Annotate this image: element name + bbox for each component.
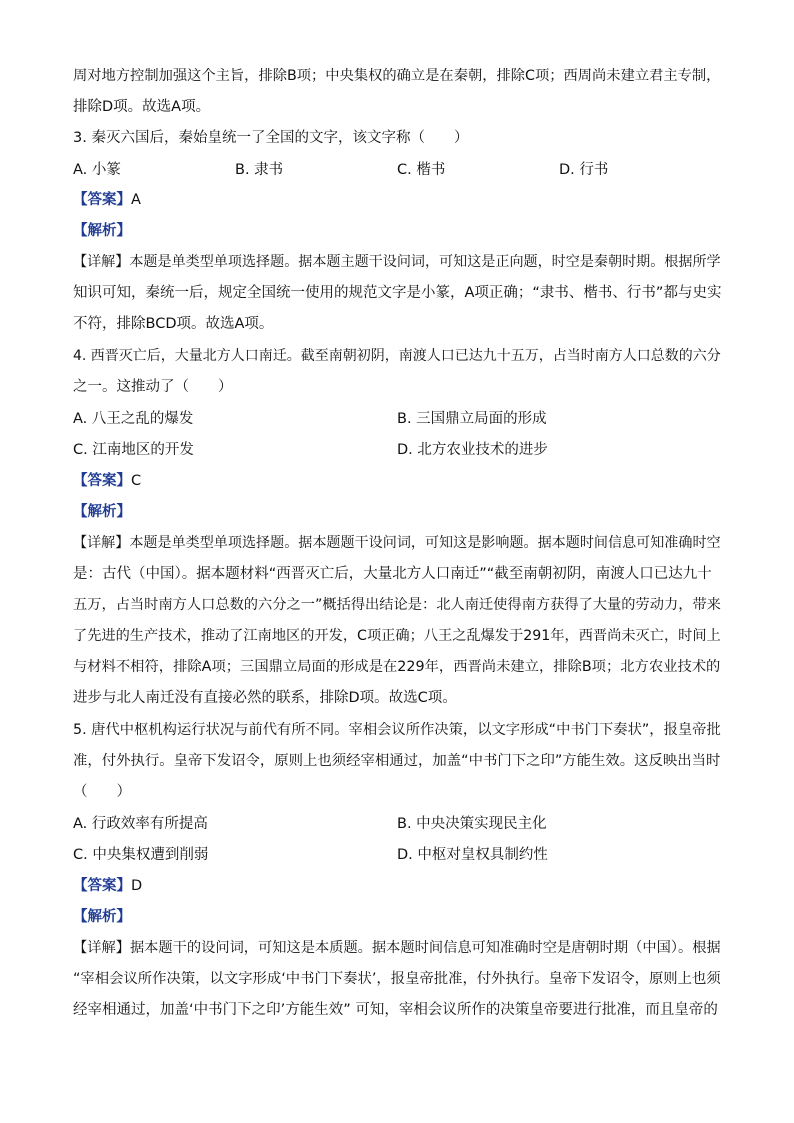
- explanation-4-line: 五万，占当时南方人口总数的六分之一”概括得出结论是：北人南迁使得南方获得了大量的劳动力，带来: [73, 597, 721, 613]
- answer-tag: 【答案】: [73, 878, 131, 894]
- question-5-stem: （ ）: [73, 784, 131, 800]
- answer-value: D: [131, 878, 143, 894]
- answer-tag: 【答案】: [73, 473, 131, 489]
- question-4-stem: 4. 西晋灭亡后，大量北方人口南迁。截至南朝初阴，南渡人口已达九十五万，占当时南方人口总数的六分: [73, 348, 721, 364]
- question-4-option-a: A. 八王之乱的爆发: [73, 411, 194, 427]
- question-3-option-a: A. 小篆: [73, 162, 121, 178]
- analysis-4-heading: [73, 502, 131, 522]
- explanation-tag: 【详解】: [73, 535, 130, 551]
- question-5-stem: 5. 唐代中枢机构运行状况与前代有所不同。宰相会议所作决策，以文字形成“中书门下奏状”，报皇帝批: [73, 722, 721, 738]
- explanation-text: 本题是单类型单项选择题。据本题主题干设问词，可知这是正向题，时空是秦朝时期。根据所学: [129, 254, 721, 270]
- explanation-4-line: [73, 533, 721, 553]
- text-line: 排除D项。故选A项。: [73, 99, 211, 115]
- answer-value: A: [131, 192, 141, 208]
- question-5-option-a: A. 行政效率有所提高: [73, 816, 208, 832]
- analysis-tag: 【解析】: [73, 504, 131, 520]
- question-4-option-d: D. 北方农业技术的进步: [397, 442, 548, 458]
- explanation-text: 本题是单类型单项选择题。据本题题干设问词，可知这是影响题。据本题时间信息可知准确时空: [129, 535, 721, 551]
- question-5-option-d: D. 中枢对皇权具制约性: [397, 847, 548, 863]
- explanation-5-line: 经宰相通过，加盖‘中书门下之印’方能生效” 可知，宰相会议所作的决策皇帝要进行批准，而且皇帝的: [73, 1002, 718, 1018]
- explanation-tag: 【详解】: [73, 940, 130, 956]
- text-line: 周对地方控制加强这个主旨，排除B项；中央集权的确立是在秦朝，排除C项；西周尚未建立君主专制，: [73, 68, 721, 84]
- answer-tag: 【答案】: [73, 192, 131, 208]
- answer-value: C: [131, 473, 142, 489]
- analysis-5-heading: [73, 907, 131, 927]
- question-5-option-c: C. 中央集权遭到削弱: [73, 847, 209, 863]
- explanation-3-line: 不符，排除BCD项。故选A项。: [73, 316, 274, 332]
- answer-3: [73, 190, 141, 210]
- question-5-option-b: B. 中央决策实现民主化: [397, 816, 547, 832]
- explanation-5-line: “宰相会议所作决策，以文字形成‘中书门下奏状’，报皇帝批准，付外执行。皇帝下发诏令，原则上也须: [73, 971, 721, 987]
- answer-5: [73, 876, 142, 896]
- question-4-option-c: C. 江南地区的开发: [73, 442, 194, 458]
- analysis-tag: 【解析】: [73, 909, 131, 925]
- answer-4: [73, 471, 141, 491]
- explanation-3-line: [73, 252, 721, 272]
- question-4-option-b: B. 三国鼎立局面的形成: [397, 411, 547, 427]
- question-3-option-c: C. 楷书: [397, 162, 446, 178]
- question-5-stem: 准，付外执行。皇帝下发诏令，原则上也须经宰相通过，加盖“中书门下之印”方能生效。这反映出当时: [73, 753, 721, 769]
- explanation-5-line: [73, 938, 721, 958]
- question-3-option-d: D. 行书: [559, 162, 609, 178]
- question-4-stem: 之一。这推动了（ ）: [73, 379, 233, 395]
- analysis-tag: 【解析】: [73, 223, 131, 239]
- explanation-4-line: 进步与北人南迁没有直接必然的联系，排除D项。故选C项。: [73, 690, 457, 706]
- explanation-4-line: 与材料不相符，排除A项；三国鼎立局面的形成是在229年，西晋尚未建立，排除B项；北方农业技术的: [73, 659, 721, 675]
- question-3-option-b: B. 隶书: [235, 162, 284, 178]
- question-3-stem: 3. 秦灭六国后，秦始皇统一了全国的文字，该文字称（ ）: [73, 130, 469, 146]
- explanation-4-line: 了先进的生产技术，推动了江南地区的开发，C项正确；八王之乱爆发于291年，西晋尚未灭亡，时间上: [73, 628, 721, 644]
- analysis-3-heading: [73, 221, 131, 241]
- explanation-text: 据本题干的设问词，可知这是本质题。据本题时间信息可知准确时空是唐朝时期（中国）。根据: [129, 940, 721, 956]
- explanation-tag: 【详解】: [73, 254, 130, 270]
- explanation-4-line: 是：古代（中国）。据本题材料“西晋灭亡后，大量北方人口南迁”“截至南朝初阴，南渡人口已达九十: [73, 566, 712, 582]
- explanation-3-line: 知识可知，秦统一后，规定全国统一使用的规范文字是小篆，A项正确；“隶书、楷书、行书”都与史实: [73, 285, 722, 301]
